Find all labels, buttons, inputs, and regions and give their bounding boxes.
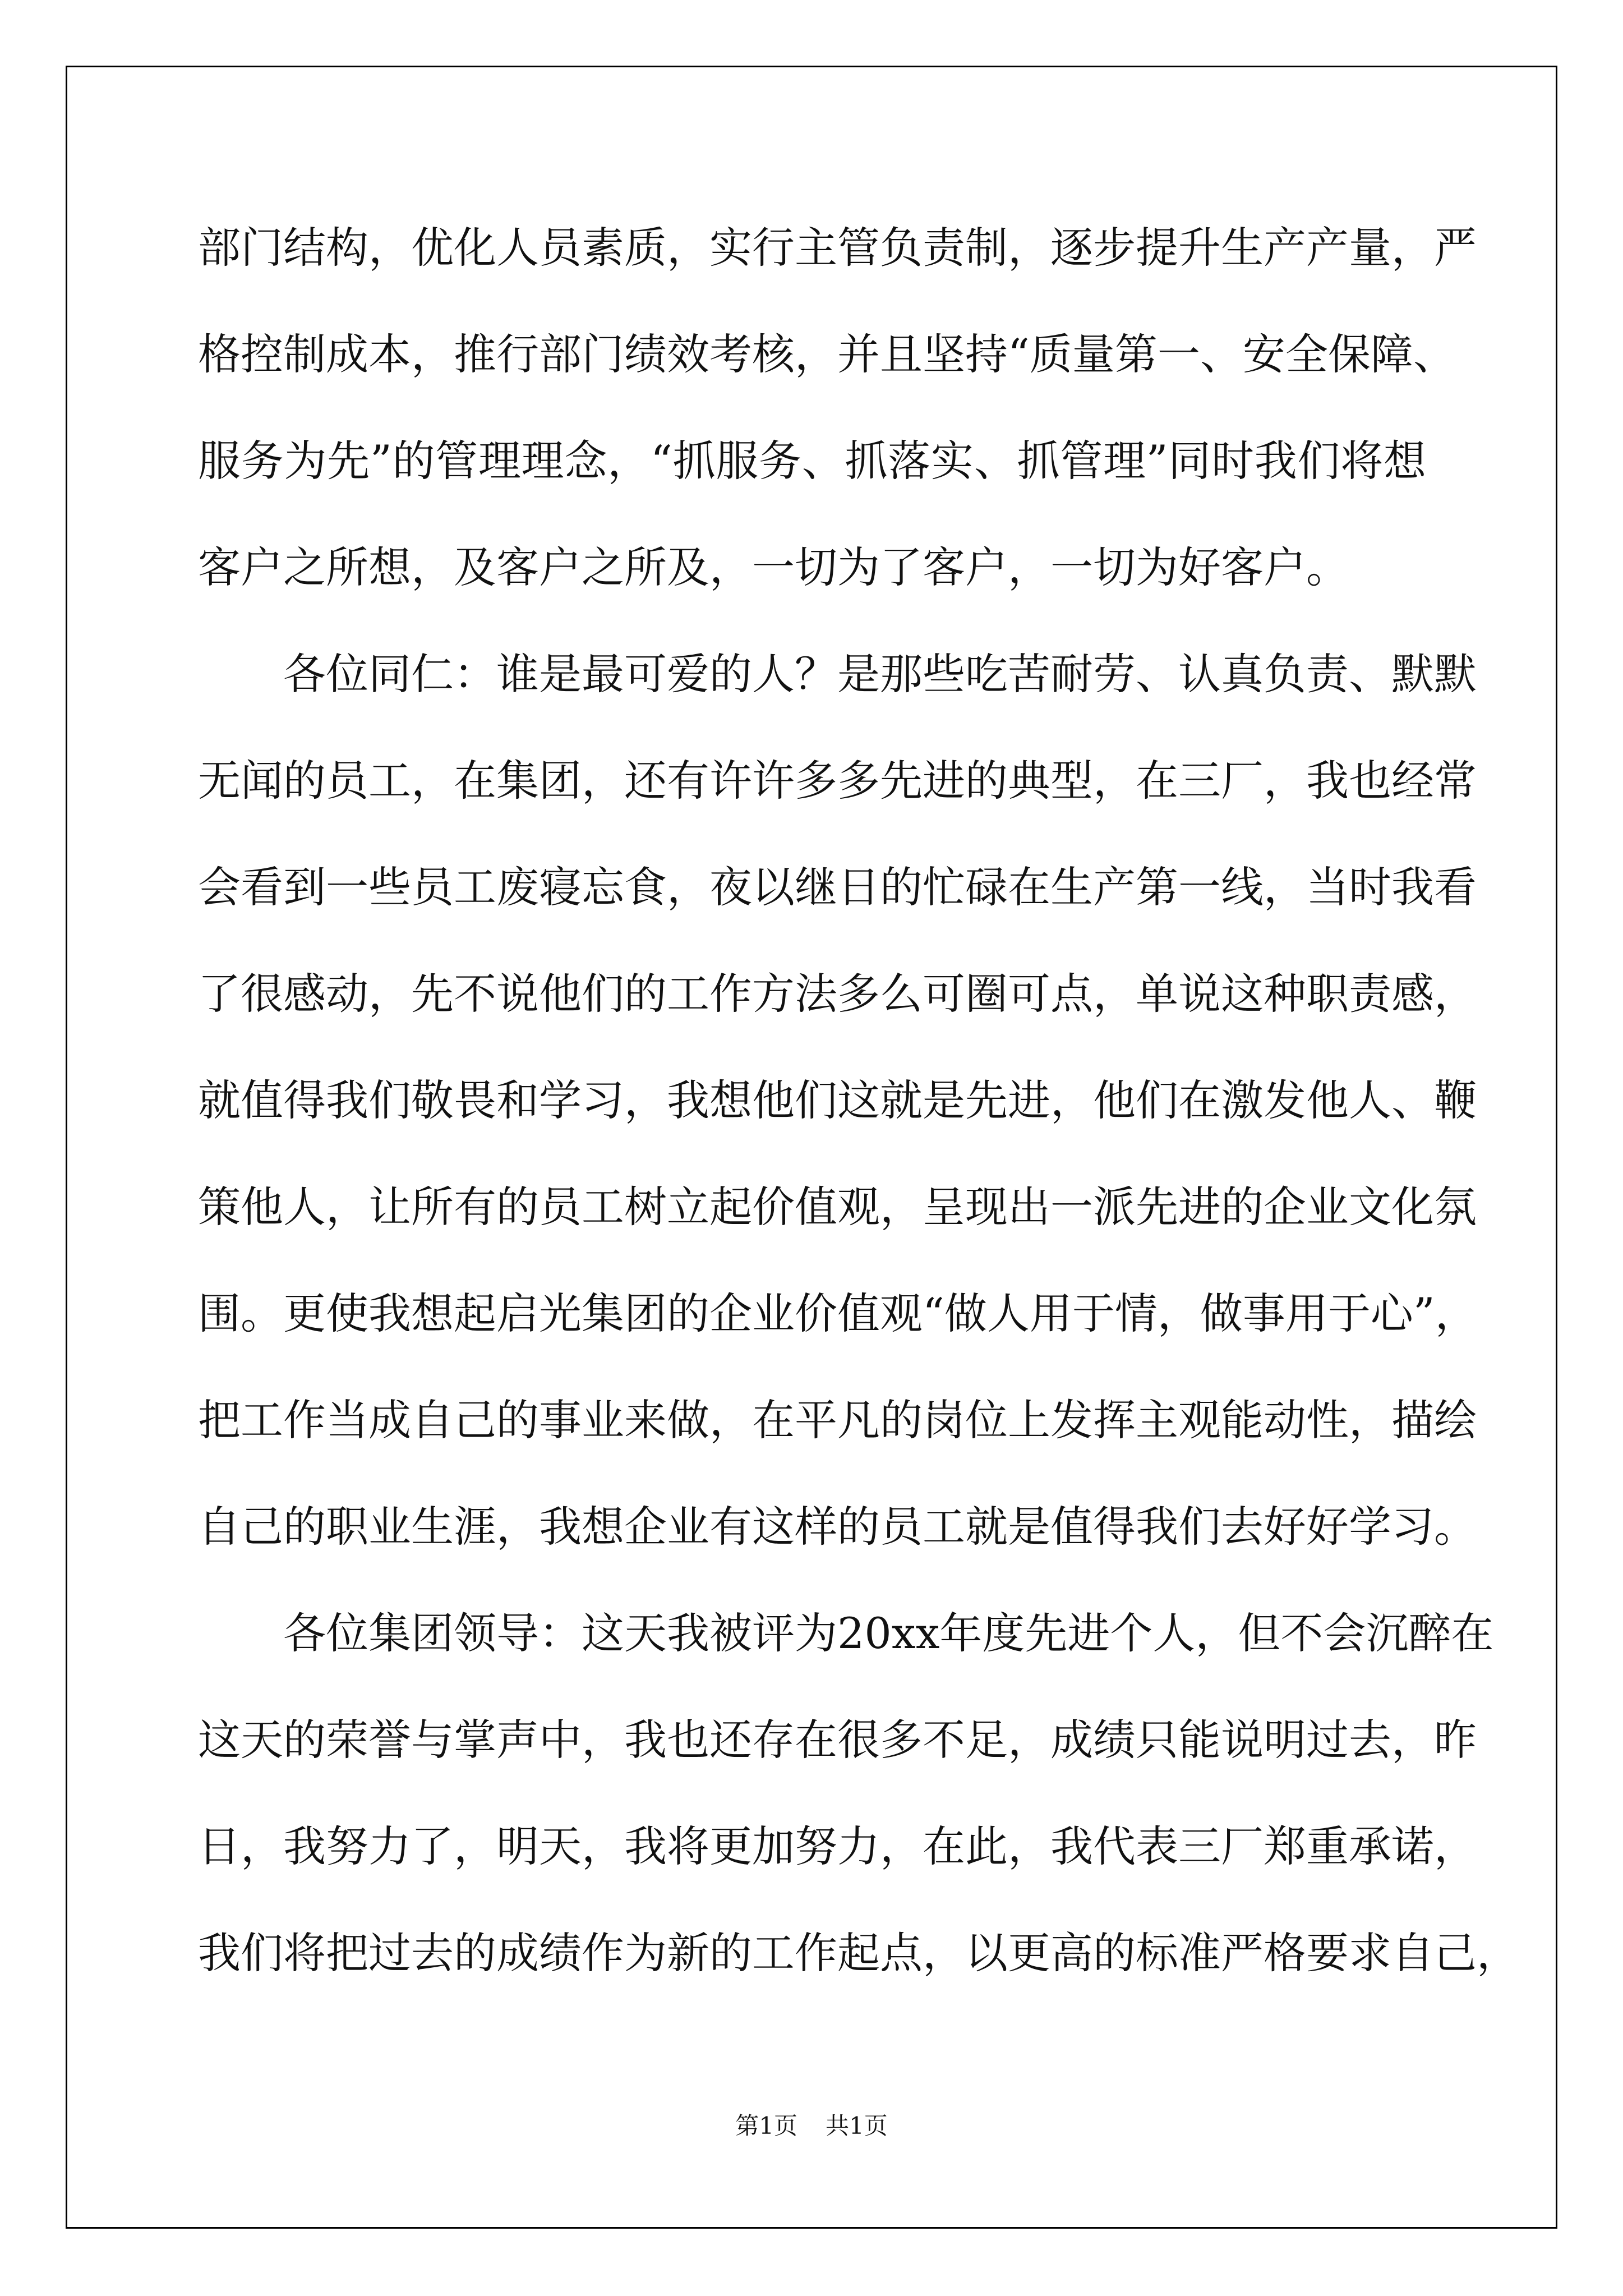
text-line: 就值得我们敬畏和学习，我想他们这就是先进，他们在激发他人、鞭 <box>198 1075 1477 1125</box>
text-line: 部门结构，优化人员素质，实行主管负责制，逐步提升生产产量，严 <box>198 223 1477 273</box>
page-footer <box>0 2109 1623 2143</box>
text-line: 日，我努力了，明天，我将更加努力，在此，我代表三厂郑重承诺， <box>198 1821 1477 1871</box>
text-line: 无闻的员工，在集团，还有许许多多先进的典型，在三厂，我也经常 <box>198 756 1477 806</box>
text-line: 了很感动，先不说他们的工作方法多么可圈可点，单说这种职责感， <box>198 969 1477 1019</box>
text-line: 格控制成本，推行部门绩效考核，并且坚持“质量第一、安全保障、 <box>198 329 1456 379</box>
text-line: 策他人，让所有的员工树立起价值观，呈现出一派先进的企业文化氛 <box>198 1182 1477 1232</box>
text-line: 自己的职业生涯，我想企业有这样的员工就是值得我们去好好学习。 <box>198 1502 1477 1552</box>
text-line: 我们将把过去的成绩作为新的工作起点，以更高的标准严格要求自己， <box>198 1928 1519 1978</box>
text-line: 各位集团领导：这天我被评为20xx年度先进个人，但不会沉醉在 <box>198 1608 1494 1658</box>
text-line: 客户之所想，及客户之所及，一切为了客户，一切为好客户。 <box>198 542 1349 592</box>
text-line: 服务为先”的管理理念，“抓服务、抓落实、抓管理”同时我们将想 <box>198 436 1426 486</box>
page-border <box>66 66 1557 2229</box>
text-line: 围。更使我想起启光集团的企业价值观“做人用于情，做事用于心”， <box>198 1289 1478 1338</box>
text-line: 会看到一些员工废寝忘食，夜以继日的忙碌在生产第一线，当时我看 <box>198 862 1477 912</box>
page-total: 共1页 <box>826 2112 888 2139</box>
text-line: 把工作当成自己的事业来做，在平凡的岗位上发挥主观能动性，描绘 <box>198 1395 1477 1445</box>
text-line: 各位同仁：谁是最可爱的人？是那些吃苦耐劳、认真负责、默默 <box>198 649 1477 699</box>
text-line: 这天的荣誉与掌声中，我也还存在很多不足，成绩只能说明过去，昨 <box>198 1715 1477 1765</box>
page-number: 第1页 <box>735 2112 797 2139</box>
